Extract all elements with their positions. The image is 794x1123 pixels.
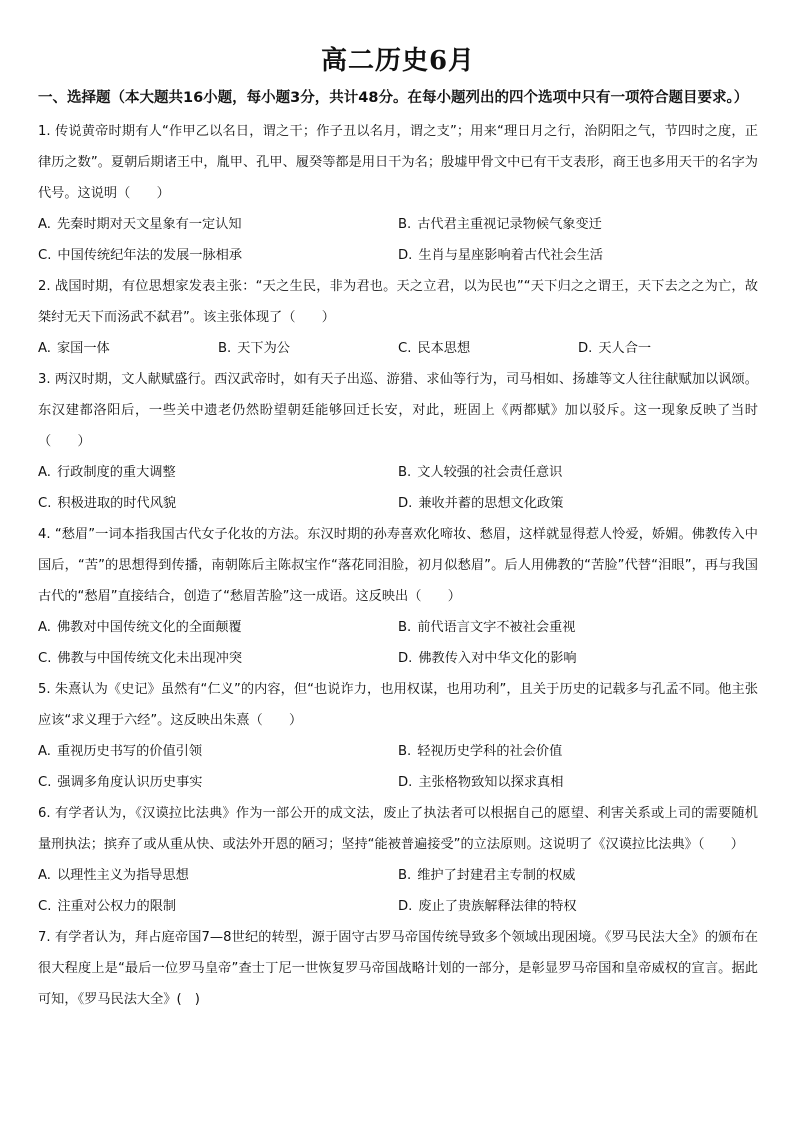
option-letter: B.	[398, 620, 412, 635]
question-text: 2. 战国时期，有位思想家发表主张：“天之生民，非为君也。天之立君，以为民也”“天下归之之谓王，天下去之之为亡，故桀纣无天下而汤武不弑君”。该主张体现了（ ）	[38, 279, 758, 325]
option-text: 主张格物致知以探求真相	[418, 775, 564, 790]
option-text: 废止了贵族解释法律的特权	[418, 899, 577, 914]
answer-option	[398, 488, 758, 519]
answer-option	[38, 488, 398, 519]
answer-option	[398, 891, 758, 922]
section-heading: 一、选择题（本大题共16小题，每小题3分，共计48分。在每小题列出的四个选项中只有一项符合题目要求。）	[38, 90, 749, 106]
question-text: 4. “愁眉”一词本指我国古代女子化妆的方法。东汉时期的孙寿喜欢化啼妆、愁眉，这样就显得惹人怜爱，娇媚。佛教传入中国后，“苦”的思想得到传播，南朝陈后主陈叔宝作“落花同泪脸，初月似愁眉”。后人用佛教的“苦脸”代替“泪眼”，再与我国古代的“愁眉”直接结合，创造了“愁眉苦脸”这一成语。这反映出（ ）	[38, 527, 758, 604]
question-item	[38, 364, 758, 519]
answer-option	[398, 736, 758, 767]
question-item	[38, 271, 758, 364]
option-text: 民本思想	[417, 341, 471, 356]
answer-option	[398, 612, 758, 643]
answer-option	[398, 767, 758, 798]
option-text: 以理性主义为指导思想	[56, 868, 189, 883]
answer-option	[38, 333, 218, 364]
option-letter: B.	[218, 341, 232, 356]
question-text: 5. 朱熹认为《史记》虽然有“仁义”的内容，但“也说诈力，也用权谋，也用功利”，且关于历史的记载多与孔孟不同。他主张应该“求义理于六经”。这反映出朱熹（ ）	[38, 682, 758, 728]
option-text: 天人合一	[598, 341, 652, 356]
answer-option	[38, 736, 398, 767]
answer-option	[38, 860, 398, 891]
exam-page	[38, 40, 758, 1015]
option-text: 注重对公权力的限制	[57, 899, 177, 914]
question-text: 1. 传说黄帝时期有人“作甲乙以名日，谓之干；作子丑以名月，谓之支”；用来“理日月之行，治阴阳之气，节四时之度，正律历之数”。夏朝后期诸王中，胤甲、孔甲、履癸等都是用日干为名；殷墟甲骨文中已有干支表形，商王也多用天干的名字为代号。这说明（ ）	[38, 124, 758, 201]
question-item	[38, 674, 758, 798]
question-list	[38, 116, 758, 1015]
question-item	[38, 922, 758, 1015]
question-item	[38, 798, 758, 922]
option-text: 轻视历史学科的社会价值	[417, 744, 563, 759]
option-group	[38, 333, 758, 364]
option-text: 佛教对中国传统文化的全面颠覆	[56, 620, 242, 635]
option-text: 积极进取的时代风貌	[57, 496, 177, 511]
option-letter: C.	[38, 496, 52, 511]
page-title: 高二历史6月	[320, 46, 476, 76]
answer-option	[38, 891, 398, 922]
option-letter: C.	[38, 651, 52, 666]
option-group	[38, 457, 758, 519]
question-text: 7. 有学者认为，拜占庭帝国7—8世纪的转型，源于固守古罗马帝国传统导致多个领域出现困境。《罗马民法大全》的颁布在很大程度上是“最后一位罗马皇帝”查士丁尼一世恢复罗马帝国战略计划的一部分，是彰显罗马帝国和皇帝威权的宣言。据此可知，《罗马民法大全》( )	[38, 930, 758, 1007]
option-text: 中国传统纪年法的发展一脉相承	[57, 248, 243, 263]
option-text: 佛教传入对中华文化的影响	[418, 651, 577, 666]
option-group	[38, 860, 758, 922]
option-letter: B.	[398, 868, 412, 883]
answer-option	[398, 209, 758, 240]
answer-option	[38, 643, 398, 674]
answer-option	[38, 240, 398, 271]
option-letter: B.	[398, 744, 412, 759]
answer-option	[578, 333, 758, 364]
option-text: 行政制度的重大调整	[56, 465, 176, 480]
option-letter: B.	[398, 465, 412, 480]
option-letter: A.	[38, 341, 51, 356]
option-text: 天下为公	[237, 341, 290, 356]
option-letter: C.	[38, 248, 52, 263]
answer-option	[218, 333, 398, 364]
answer-option	[398, 240, 758, 271]
option-text: 重视历史书写的价值引领	[56, 744, 203, 759]
question-text: 3. 两汉时期，文人献赋盛行。西汉武帝时，如有天子出巡、游猎、求仙等行为，司马相如、扬雄等文人往往献赋加以讽颂。东汉建都洛阳后，一些关中遗老仍然盼望朝廷能够回迁长安，对此，班固上《两都赋》加以驳斥。这一现象反映了当时（ ）	[38, 372, 758, 449]
option-letter: B.	[398, 217, 412, 232]
question-item	[38, 519, 758, 674]
option-text: 强调多角度认识历史事实	[57, 775, 203, 790]
option-letter: D.	[398, 899, 413, 914]
answer-option	[38, 612, 398, 643]
option-group	[38, 736, 758, 798]
answer-option	[398, 457, 758, 488]
option-text: 家国一体	[56, 341, 110, 356]
option-group	[38, 612, 758, 674]
option-letter: A.	[38, 868, 51, 883]
option-group	[38, 209, 758, 271]
option-letter: D.	[398, 775, 413, 790]
option-letter: A.	[38, 744, 51, 759]
option-letter: D.	[398, 651, 413, 666]
option-letter: A.	[38, 465, 51, 480]
option-letter: D.	[398, 496, 413, 511]
option-text: 兼收并蓄的思想文化政策	[418, 496, 564, 511]
question-text: 6. 有学者认为，《汉谟拉比法典》作为一部公开的成文法，废止了执法者可以根据自己的愿望、利害关系或上司的需要随机量刑执法；摈弃了或从重从快、或法外开恩的陋习；坚持“能被普遍接受”的立法原则。这说明了《汉谟拉比法典》（ ）	[38, 806, 758, 852]
answer-option	[38, 209, 398, 240]
option-text: 文人较强的社会责任意识	[417, 465, 563, 480]
answer-option	[398, 860, 758, 891]
option-text: 古代君主重视记录物候气象变迁	[417, 217, 602, 232]
option-text: 前代语言文字不被社会重视	[417, 620, 576, 635]
answer-option	[398, 643, 758, 674]
option-letter: C.	[38, 899, 52, 914]
option-letter: D.	[398, 248, 413, 263]
option-letter: D.	[578, 341, 593, 356]
option-letter: A.	[38, 620, 51, 635]
option-letter: A.	[38, 217, 51, 232]
answer-option	[398, 333, 578, 364]
option-letter: C.	[398, 341, 412, 356]
answer-option	[38, 457, 398, 488]
option-letter: C.	[38, 775, 52, 790]
answer-option	[38, 767, 398, 798]
option-text: 维护了封建君主专制的权威	[417, 868, 576, 883]
question-item	[38, 116, 758, 271]
option-text: 生肖与星座影响着古代社会生活	[418, 248, 603, 263]
option-text: 佛教与中国传统文化未出现冲突	[57, 651, 243, 666]
option-text: 先秦时期对天文星象有一定认知	[56, 217, 242, 232]
